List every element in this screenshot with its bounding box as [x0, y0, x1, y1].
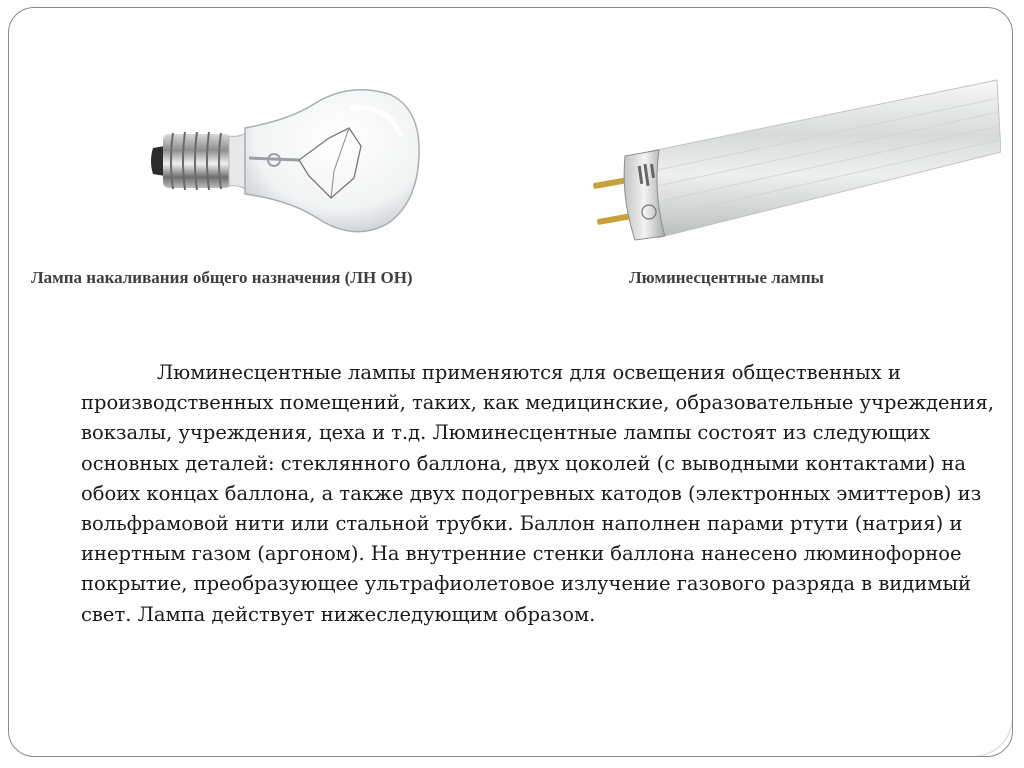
- slide-frame: [8, 7, 1013, 757]
- fluorescent-tube-icon: [587, 70, 1001, 250]
- incandescent-bulb-icon: [149, 86, 424, 236]
- slide-corner-decoration: [952, 696, 1013, 757]
- caption-incandescent-lamp: Лампа накаливания общего назначения (ЛН ОН): [31, 268, 413, 287]
- body-paragraph-text: Люминесцентные лампы применяются для освещения общественных и производственных помещений, таких, как медицинские, образовательные учреждения, вокзалы, учреждения, цеха и т.д. Люминесцентные лампы состоят из следующих основных деталей: стеклянного баллона, двух цоколей (с выводными контактами) на обоих концах баллона, а также двух подогревных катодов (электронных эмиттеров) из вольфрамовой нити или стальной трубки. Баллон наполнен парами ртути (натрия) и инертным газом (аргоном). На внутренние стенки баллона нанесено люминофорное покрытие, преобразующее ультрафиолетовое излучение газового разряда в видимый свет. Лампа действует нижеследующим образом.: [81, 361, 995, 626]
- body-paragraph: [81, 358, 1001, 630]
- caption-fluorescent-lamps: Люминесцентные лампы: [629, 268, 824, 287]
